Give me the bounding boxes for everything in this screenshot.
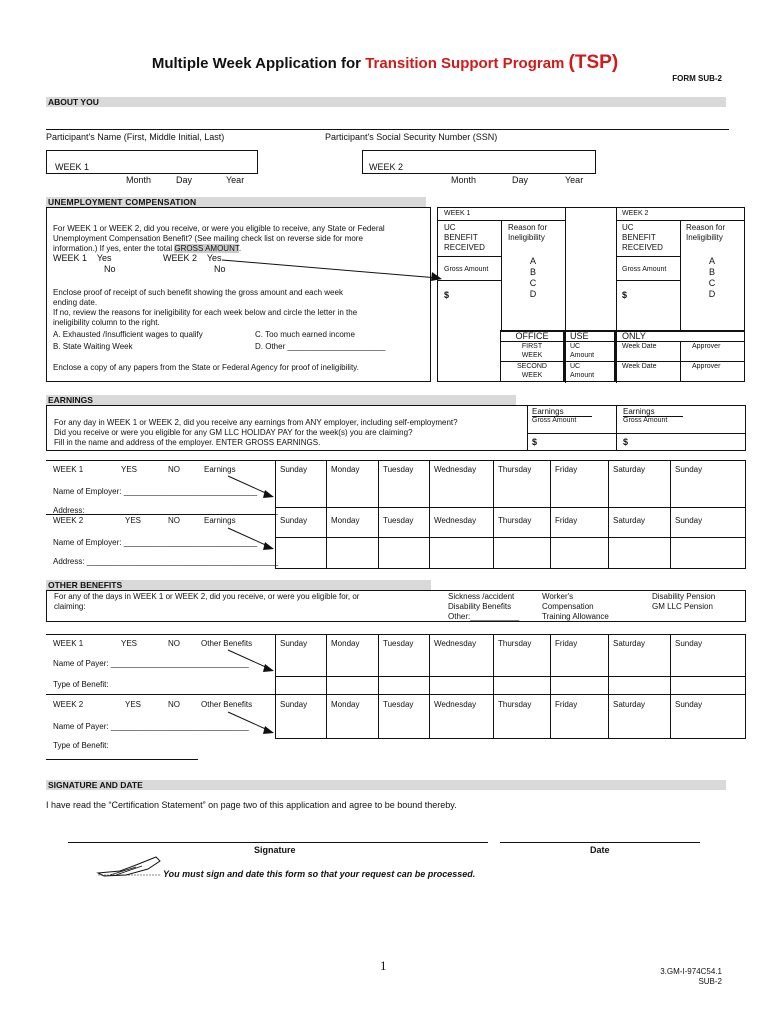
week2-month-label: Month xyxy=(451,175,477,185)
earn-w1-day-sunday: Sunday xyxy=(280,465,308,474)
form-code: FORM SUB-2 xyxy=(672,74,722,83)
earn-w1-day-friday: Friday xyxy=(555,465,578,474)
week2-label: WEEK 2 xyxy=(369,162,404,172)
benefit-types-col3: Disability Pension GM LLC Pension xyxy=(652,592,716,611)
reason-ineligibility-w2: Reason for Ineligibility xyxy=(686,223,726,242)
earn-w1-day-monday: Monday xyxy=(331,465,360,474)
earnings-week2-yes[interactable]: YES xyxy=(125,516,142,525)
ob-w1-day-thursday: Thursday xyxy=(498,639,532,648)
earn-w2-day-wednesday: Wednesday xyxy=(434,516,477,525)
uc-week1-yes-option[interactable]: WEEK 1 Yes xyxy=(53,253,112,263)
earnings-week1-earnings-label: Earnings xyxy=(204,465,236,474)
arrow-icon xyxy=(226,526,276,552)
participant-name-field[interactable] xyxy=(46,106,306,128)
week2-date-field[interactable] xyxy=(362,150,596,174)
earn-w2-day-tuesday: Tuesday xyxy=(383,516,414,525)
arrow-icon xyxy=(226,648,276,674)
ob-week2-no[interactable]: NO xyxy=(168,700,180,709)
week-date-1: Week Date xyxy=(622,343,657,350)
earn-w2-day-monday: Monday xyxy=(331,516,360,525)
second-week-label: SECOND WEEK xyxy=(517,363,547,379)
uc-gross-amount-w2: Gross Amount xyxy=(622,266,667,273)
ob-w2-day-thursday: Thursday xyxy=(498,700,532,709)
reason-a-label: A. Exhausted /Insufficient wages to qualify xyxy=(53,330,203,339)
reason-c-label: C. Too much earned income xyxy=(255,330,355,339)
ob-week1-benefits-label: Other Benefits xyxy=(201,639,253,648)
title-program-name: Transition Support Program xyxy=(365,55,565,72)
reason-b-label: B. State Waiting Week xyxy=(53,342,133,351)
ob-week2-yes[interactable]: YES xyxy=(125,700,142,709)
benefit-type-w1[interactable]: Type of Benefit: xyxy=(53,680,109,689)
payer-name-w2[interactable]: Name of Payer: _______________________________ xyxy=(53,722,249,731)
earn-w2-day-sunday: Sunday xyxy=(280,516,308,525)
ob-w2-day-sunday2: Sunday xyxy=(675,700,703,709)
reason-d-label: D. Other ______________________ xyxy=(255,342,386,351)
uc-week1-no-option[interactable]: No xyxy=(104,264,116,274)
section-unemployment: UNEMPLOYMENT COMPENSATION xyxy=(46,197,426,207)
ob-w1-day-monday: Monday xyxy=(331,639,360,648)
date-line[interactable] xyxy=(500,842,700,843)
uc-grid-week2-header: WEEK 2 xyxy=(622,210,649,217)
employer-name-w1[interactable]: Name of Employer: ______________________________ xyxy=(53,487,258,496)
week1-date-field[interactable] xyxy=(46,150,258,174)
ob-w1-day-sunday: Sunday xyxy=(280,639,308,648)
arrow-icon xyxy=(226,474,276,500)
week1-month-label: Month xyxy=(126,175,152,185)
must-sign-text: You must sign and date this form so that your request can be processed. xyxy=(163,869,476,879)
approver-1: Approver xyxy=(692,343,721,350)
earnings-week2-label: WEEK 2 xyxy=(53,516,84,525)
uc-benefit-received-w2: UC BENEFIT RECEIVED xyxy=(622,223,663,252)
section-earnings: EARNINGS xyxy=(46,395,516,405)
employer-name-w2[interactable]: Name of Employer: ______________________________ xyxy=(53,538,258,547)
earnings-week1-no[interactable]: NO xyxy=(168,465,180,474)
pen-hand-icon xyxy=(96,853,162,879)
benefit-type-w2[interactable]: Type of Benefit: xyxy=(53,741,109,750)
uc-amount-2: UC Amount xyxy=(570,363,595,379)
section-other-benefits: OTHER BENEFITS xyxy=(46,580,431,590)
earn-w1-day-tuesday: Tuesday xyxy=(383,465,414,474)
ob-w1-day-saturday: Saturday xyxy=(613,639,646,648)
uc-dollar-w2[interactable]: $ xyxy=(622,290,628,300)
uc-gross-amount-w1: Gross Amount xyxy=(444,266,489,273)
section-signature: SIGNATURE AND DATE xyxy=(46,780,726,790)
office-use-block xyxy=(500,330,745,382)
reason-ineligibility-w1: Reason for Ineligibility xyxy=(508,223,548,242)
page-title xyxy=(0,52,770,74)
ob-w1-day-friday: Friday xyxy=(555,639,578,648)
uc-grid-week1-header: WEEK 1 xyxy=(444,210,471,217)
ob-week1-no[interactable]: NO xyxy=(168,639,180,648)
ob-week1-yes[interactable]: YES xyxy=(121,639,138,648)
ob-w1-day-sunday2: Sunday xyxy=(675,639,703,648)
unemployment-question: For WEEK 1 or WEEK 2, did you receive, or were you eligible to receive, any State or Federal Unemployment Compensation Benefit? (See mailing check list on reverse side for more information.) If yes, enter the total GROSS AMOUNT. xyxy=(53,224,385,253)
ineligibility-letters-w1[interactable]: A B C D xyxy=(529,256,537,299)
benefit-types-col2: Worker's Compensation Training Allowance xyxy=(542,592,609,621)
ob-w2-day-monday: Monday xyxy=(331,700,360,709)
signature-line[interactable] xyxy=(68,842,488,843)
other-benefits-question: For any of the days in WEEK 1 or WEEK 2, did you receive, or were you eligible for, or claiming: xyxy=(54,592,360,611)
earnings-gross-grid xyxy=(527,405,746,451)
signature-label: Signature xyxy=(254,845,296,855)
form-id: 3.GM-I-974C54.1 SUB-2 xyxy=(660,967,722,986)
week1-day-label: Day xyxy=(176,175,193,185)
page-number: 1 xyxy=(380,958,387,973)
use-label: USE xyxy=(570,331,589,341)
uc-benefit-received-w1: UC BENEFIT RECEIVED xyxy=(444,223,485,252)
week2-day-label: Day xyxy=(512,175,529,185)
ob-w1-day-wednesday: Wednesday xyxy=(434,639,477,648)
uc-dollar-w1[interactable]: $ xyxy=(444,290,450,300)
ob-w1-day-tuesday: Tuesday xyxy=(383,639,414,648)
employer-address-w1[interactable]: Address: ___________________________________________ xyxy=(53,506,279,515)
payer-name-w1[interactable]: Name of Payer: _______________________________ xyxy=(53,659,249,668)
earnings-table xyxy=(46,460,746,568)
earnings-question: For any day in WEEK 1 or WEEK 2, did you receive any earnings from ANY employer, including self-employment? Did you receive or were you eligible for any GM LLC HOLIDAY PAY for the week(s) you are claiming? Fill in the name and address of the employer. ENTER GROSS EARNINGS. xyxy=(54,418,458,447)
earn-w1-day-thursday: Thursday xyxy=(498,465,532,474)
approver-2: Approver xyxy=(692,363,721,370)
ob-w2-day-friday: Friday xyxy=(555,700,578,709)
ob-w2-day-saturday: Saturday xyxy=(613,700,646,709)
earn-w1-day-sunday2: Sunday xyxy=(675,465,703,474)
earnings-w1-label: Earnings xyxy=(532,407,592,417)
ob-week2-label: WEEK 2 xyxy=(53,700,84,709)
earnings-w1-gross: Gross Amount xyxy=(532,417,577,424)
ob-week1-label: WEEK 1 xyxy=(53,639,84,648)
certification-text: I have read the “Certification Statement” on page two of this application and agree to be bound thereby. xyxy=(46,800,457,810)
earn-w1-day-wednesday: Wednesday xyxy=(434,465,477,474)
earnings-week2-earnings-label: Earnings xyxy=(204,516,236,525)
name-ssn-line xyxy=(46,129,729,130)
ineligibility-letters-w2[interactable]: A B C D xyxy=(708,256,716,299)
section-about-you: ABOUT YOU xyxy=(46,97,726,107)
only-label: ONLY xyxy=(622,331,646,341)
earnings-week1-label: WEEK 1 xyxy=(53,465,84,474)
title-tsp: (TSP) xyxy=(568,52,619,73)
week-date-2: Week Date xyxy=(622,363,657,370)
earn-w1-day-saturday: Saturday xyxy=(613,465,646,474)
employer-address-w2[interactable]: Address: ___________________________________________ xyxy=(53,557,279,566)
earnings-w1-dollar[interactable]: $ xyxy=(532,437,538,447)
uc-amount-1: UC Amount xyxy=(570,343,595,359)
week2-year-label: Year xyxy=(565,175,584,185)
ob-w2-day-tuesday: Tuesday xyxy=(383,700,414,709)
date-label: Date xyxy=(590,845,610,855)
title-prefix: Multiple Week Application for xyxy=(151,55,366,72)
unemployment-instructions: Enclose proof of receipt of such benefit showing the gross amount and each week ending date. If no, review the reasons for ineligibility for each week below and circle the letter in the ineligibility column to the right. xyxy=(53,288,358,327)
earn-w2-day-sunday2: Sunday xyxy=(675,516,703,525)
office-label: OFFICE xyxy=(515,331,549,341)
arrow-icon xyxy=(226,710,276,736)
benefit-types-col1: Sickness /accident Disability Benefits Other:___________ xyxy=(448,592,520,621)
uc-week2-yes-option[interactable]: WEEK 2 Yes xyxy=(163,253,222,263)
participant-name-label: Participant's Name (First, Middle Initial, Last) xyxy=(46,132,225,142)
earnings-w2-dollar[interactable]: $ xyxy=(623,437,629,447)
earnings-w2-label: Earnings xyxy=(623,407,683,417)
other-benefits-table xyxy=(46,634,746,760)
ob-w2-day-sunday: Sunday xyxy=(280,700,308,709)
participant-ssn-field[interactable] xyxy=(325,106,725,128)
arrow-icon xyxy=(220,258,450,286)
earnings-w2-gross: Gross Amount xyxy=(623,417,668,424)
earnings-week1-yes[interactable]: YES xyxy=(121,465,138,474)
first-week-label: FIRST WEEK xyxy=(521,343,543,359)
earnings-week2-no[interactable]: NO xyxy=(168,516,180,525)
ob-w2-day-wednesday: Wednesday xyxy=(434,700,477,709)
earn-w2-day-thursday: Thursday xyxy=(498,516,532,525)
ob-week2-benefits-label: Other Benefits xyxy=(201,700,253,709)
enclose-copy-text: Enclose a copy of any papers from the State or Federal Agency for proof of ineligibility. xyxy=(53,363,359,372)
week1-year-label: Year xyxy=(226,175,245,185)
participant-ssn-label: Participant's Social Security Number (SSN) xyxy=(325,132,498,142)
gross-amount-highlight: GROSS AMOUNT xyxy=(174,244,239,253)
uc-week2-no-option[interactable]: No xyxy=(214,264,226,274)
week1-label: WEEK 1 xyxy=(55,162,90,172)
earn-w2-day-friday: Friday xyxy=(555,516,578,525)
earn-w2-day-saturday: Saturday xyxy=(613,516,646,525)
